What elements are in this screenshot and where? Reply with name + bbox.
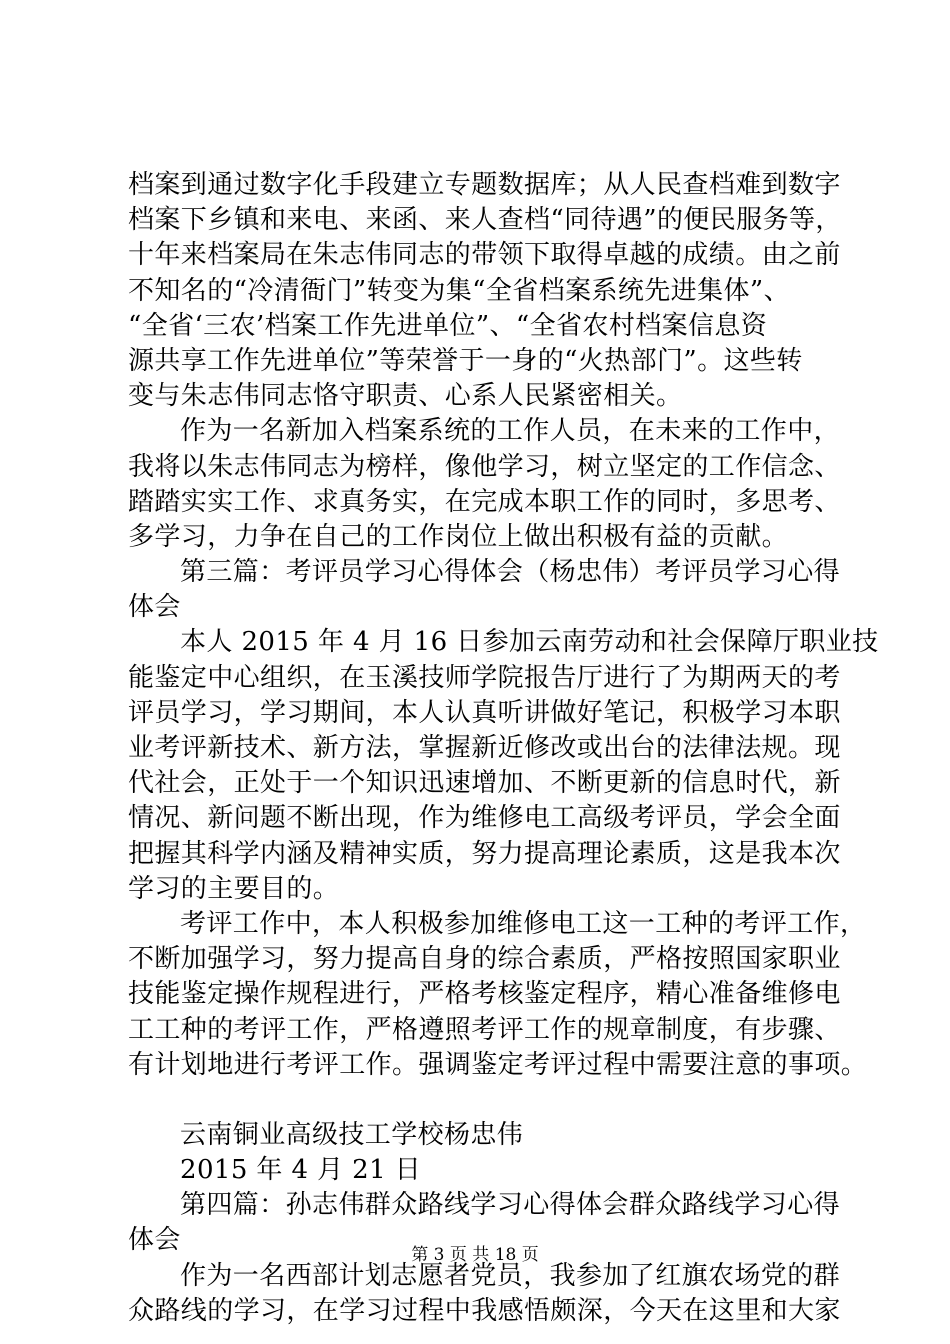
text-line: 能鉴定中心组织，在玉溪技师学院报告厅进行了为期两天的考 [128,662,841,693]
text-line: “全省‘三农’档案工作先进单位”、“全省农村档案信息资 [128,310,768,341]
text-line: 本人 2015 年 4 月 16 日参加云南劳动和社会保障厅职业技 [180,627,879,658]
document-body [128,168,879,1329]
text-line: 学习的主要目的。 [128,873,340,904]
text-line: 不知名的“冷清衙门”转变为集“全省档案系统先进集体”、 [128,275,790,306]
text-line: 业考评新技术、新方法，掌握新近修改或出台的法律法规。现 [128,733,841,763]
text-line: 有计划地进行考评工作。强调鉴定考评过程中需要注意的事项。 [128,1049,868,1080]
text-line: 十年来档案局在朱志伟同志的带领下取得卓越的成绩。由之前 [128,240,841,271]
text-line: 变与朱志伟同志恪守职责、心系人民紧密相关。 [128,381,683,412]
text-line: 作为一名新加入档案系统的工作人员，在未来的工作中， [180,416,841,447]
text-line: 工工种的考评工作，严格遵照考评工作的规章制度，有步骤、 [128,1014,841,1045]
text-line: 档案下乡镇和来电、来函、来人查档“同待遇”的便民服务等， [128,205,842,236]
text-line: 把握其科学内涵及精神实质，努力提高理论素质，这是我本次 [128,838,841,869]
text-line: 多学习，力争在自己的工作岗位上做出积极有益的贡献。 [128,521,789,552]
text-line: 代社会，正处于一个知识迅速增加、不断更新的信息时代，新 [128,768,841,799]
text-line: 考评工作中，本人积极参加维修电工这一工种的考评工作， [180,908,867,939]
text-line: 档案到通过数字化手段建立专题数据库；从人民查档难到数字 [128,170,841,200]
text-line: 踏踏实实工作、求真务实，在完成本职工作的同时，多思考、 [128,486,841,517]
page-footer: 第 3 页 共 18 页 [411,1245,539,1265]
section-heading: 第三篇：考评员学习心得体会（杨忠伟）考评员学习心得 [180,557,841,588]
section-heading: 体会 [128,592,181,623]
text-line: 技能鉴定操作规程进行，严格考核鉴定程序，精心准备维修电 [128,979,841,1010]
text-line: 众路线的学习，在学习过程中我感悟颇深，今天在这里和大家 [128,1295,841,1326]
section-heading: 体会 [128,1225,181,1256]
text-line: 作为一名西部计划志愿者党员，我参加了红旗农场党的群 [180,1260,841,1291]
text-line: 不断加强学习，努力提高自身的综合素质，严格按照国家职业 [128,944,841,975]
text-line: 情况、新问题不断出现，作为维修电工高级考评员，学会全面 [128,803,841,834]
text-line: 评员学习，学习期间，本人认真听讲做好笔记，积极学习本职 [128,697,841,728]
date-line: 2015 年 4 月 21 日 [180,1155,422,1186]
signature-line: 云南铜业高级技工学校杨忠伟 [180,1119,524,1150]
blank-line [128,1083,828,1118]
section-heading: 第四篇：孙志伟群众路线学习心得体会群众路线学习心得 [180,1190,841,1221]
text-line: 我将以朱志伟同志为榜样，像他学习，树立坚定的工作信念、 [128,451,841,482]
text-line: 源共享工作先进单位”等荣誉于一身的“火热部门”。这些转 [128,345,803,376]
